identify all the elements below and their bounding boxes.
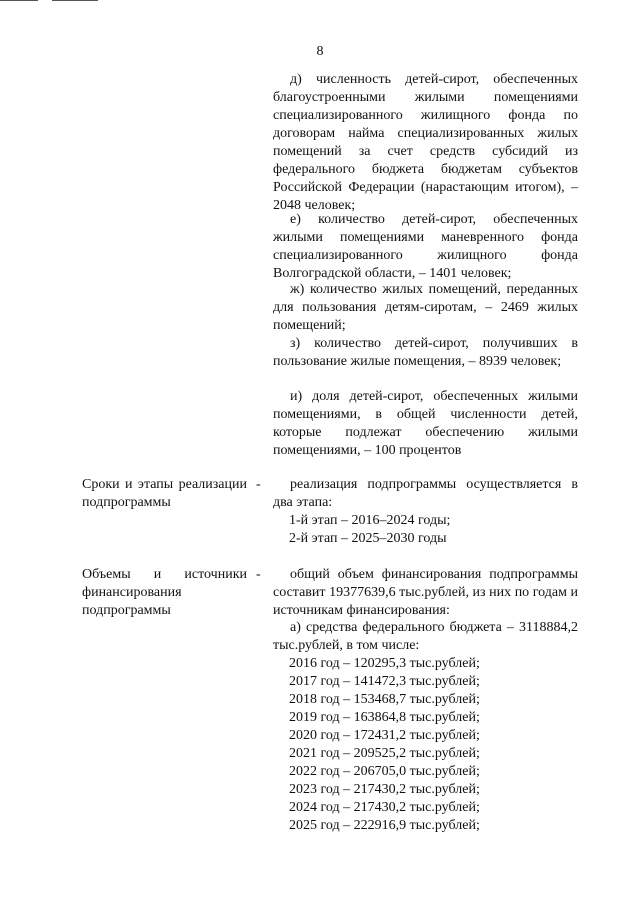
indicator-z: з) количество детей-сирот, получивших в пользование жилые помещения, – 8939 человек; bbox=[273, 336, 578, 369]
stage-item: 2-й этап – 2025–2030 годы bbox=[289, 531, 447, 546]
stage-item: 1-й этап – 2016–2024 годы; bbox=[289, 513, 451, 528]
scan-artifact bbox=[0, 0, 38, 1]
stages-dash: - bbox=[256, 477, 261, 492]
year-item: 2022 год – 206705,0 тыс.рублей; bbox=[289, 764, 480, 779]
year-item: 2017 год – 141472,3 тыс.рублей; bbox=[289, 674, 480, 689]
page-number: 8 bbox=[316, 44, 324, 59]
year-item: 2019 год – 163864,8 тыс.рублей; bbox=[289, 710, 480, 725]
indicator-e: е) количество детей-сирот, обеспеченных жилыми помещениями маневренного фонда специализированного жилищного фонда Волгоградской области, – 1401 человек; bbox=[273, 212, 578, 281]
year-item: 2025 год – 222916,9 тыс.рублей; bbox=[289, 818, 480, 833]
year-item: 2024 год – 217430,2 тыс.рублей; bbox=[289, 800, 480, 815]
financing-intro: общий объем финансирования подпрограммы составит 19377639,6 тыс.рублей, из них по годам и источникам финансирования: bbox=[273, 567, 578, 618]
financing-years-list bbox=[289, 655, 480, 835]
indicator-i: и) доля детей-сирот, обеспеченных жилыми помещениями, в общей численности детей, которые подлежат обеспечению жилыми помещениями, – 100 процентов bbox=[273, 389, 578, 458]
federal-budget-intro: а) средства федерального бюджета – 3118884,2 тыс.рублей, в том числе: bbox=[273, 620, 578, 653]
financing-dash: - bbox=[256, 567, 261, 582]
financing-label: Объемы и источники финансирования подпрограммы bbox=[82, 567, 247, 618]
indicator-d: д) численность детей-сирот, обеспеченных благоустроенными жилыми помещениями специализированного жилищного фонда по договорам найма специализированных жилых помещений за счет средств субсидий из федерального бюджета бюджетам субъектов Российской Федерации (нарастающим итогом), – 2048 человек; bbox=[273, 72, 578, 213]
stages-list bbox=[289, 512, 450, 548]
year-item: 2023 год – 217430,2 тыс.рублей; bbox=[289, 782, 480, 797]
year-item: 2021 год – 209525,2 тыс.рублей; bbox=[289, 746, 480, 761]
year-item: 2018 год – 153468,7 тыс.рублей; bbox=[289, 692, 480, 707]
stages-intro: реализация подпрограммы осуществляется в два этапа: bbox=[273, 477, 578, 510]
stages-label: Сроки и этапы реализации подпрограммы bbox=[82, 477, 247, 510]
scan-artifact bbox=[52, 0, 98, 1]
year-item: 2020 год – 172431,2 тыс.рублей; bbox=[289, 728, 480, 743]
indicator-zh: ж) количество жилых помещений, переданных для пользования детям-сиротам, – 2469 жилых помещений; bbox=[273, 282, 578, 333]
year-item: 2016 год – 120295,3 тыс.рублей; bbox=[289, 656, 480, 671]
